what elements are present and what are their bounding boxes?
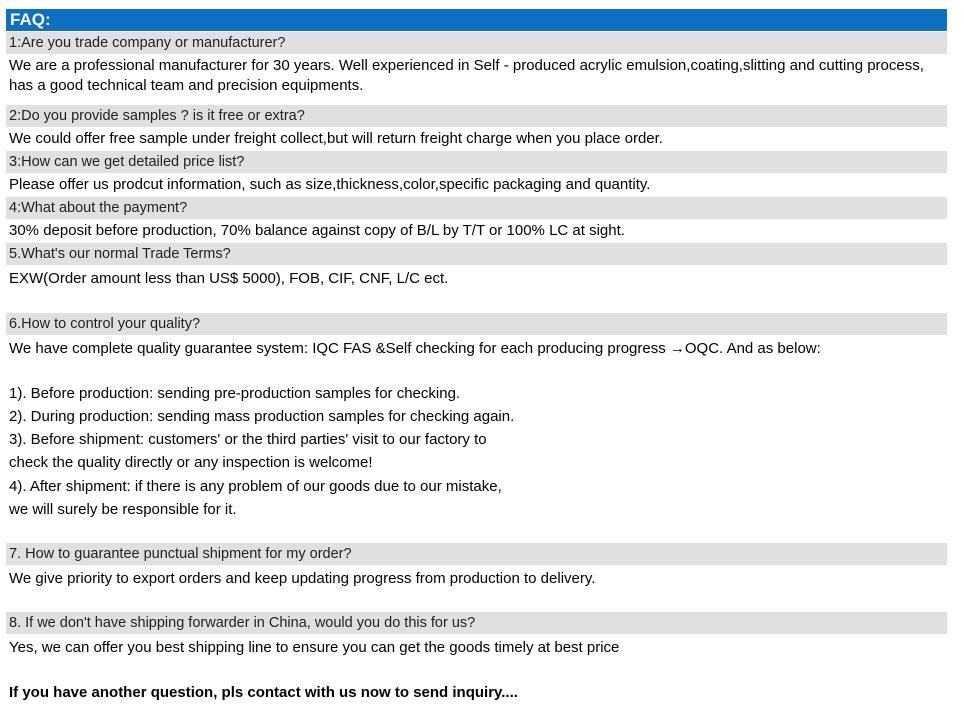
faq-answer-4: 30% deposit before production, 70% balance against copy of B/L by T/T or 100% LC at sight. xyxy=(9,222,625,239)
quality-step: 1). Before production: sending pre-production samples for checking. xyxy=(9,385,461,402)
faq-answer-1: We are a professional manufacturer for 30 years. Well experienced in Self - produced acrylic emulsion,coating,slitting and cutting process, has a good technical team and precision equipments. xyxy=(9,57,924,94)
faq-question-3: 3:How can we get detailed price list? xyxy=(6,151,947,173)
faq-question-6: 6.How to control your quality? xyxy=(6,313,947,335)
faq-answer-2: We could offer free sample under freight collect,but will return freight charge when you place order. xyxy=(9,130,663,147)
faq-question-7: 7. How to guarantee punctual shipment for my order? xyxy=(6,543,947,565)
faq-answer-3: Please offer us prodcut information, such as size,thickness,color,specific packaging and quantity. xyxy=(9,176,651,193)
faq-question-2: 2:Do you provide samples ? is it free or extra? xyxy=(6,105,947,127)
faq-answer-8: Yes, we can offer you best shipping line to ensure you can get the goods timely at best price xyxy=(9,639,620,656)
faq-answer-5: EXW(Order amount less than US$ 5000), FOB, CIF, CNF, L/C ect. xyxy=(9,270,449,287)
faq-question-1: 1:Are you trade company or manufacturer? xyxy=(6,32,947,54)
quality-step: 4). After shipment: if there is any problem of our goods due to our mistake, xyxy=(9,478,502,495)
faq-question-5: 5.What's our normal Trade Terms? xyxy=(6,243,947,265)
faq-answer-6: We have complete quality guarantee system: IQC FAS &Self checking for each producing progress →OQC. And as below: xyxy=(9,340,821,357)
faq-question-8: 8. If we don't have shipping forwarder in China, would you do this for us? xyxy=(6,612,947,634)
quality-step: 3). Before shipment: customers' or the third parties' visit to our factory to xyxy=(9,431,487,448)
quality-step: we will surely be responsible for it. xyxy=(9,501,237,518)
quality-step: 2). During production: sending mass production samples for checking again. xyxy=(9,408,515,425)
faq-header: FAQ: xyxy=(6,9,947,31)
faq-question-4: 4:What about the payment? xyxy=(6,197,947,219)
faq-answer-7: We give priority to export orders and keep updating progress from production to delivery. xyxy=(9,570,596,587)
quality-step: check the quality directly or any inspection is welcome! xyxy=(9,454,373,471)
contact-note: If you have another question, pls contact with us now to send inquiry.... xyxy=(9,684,518,701)
